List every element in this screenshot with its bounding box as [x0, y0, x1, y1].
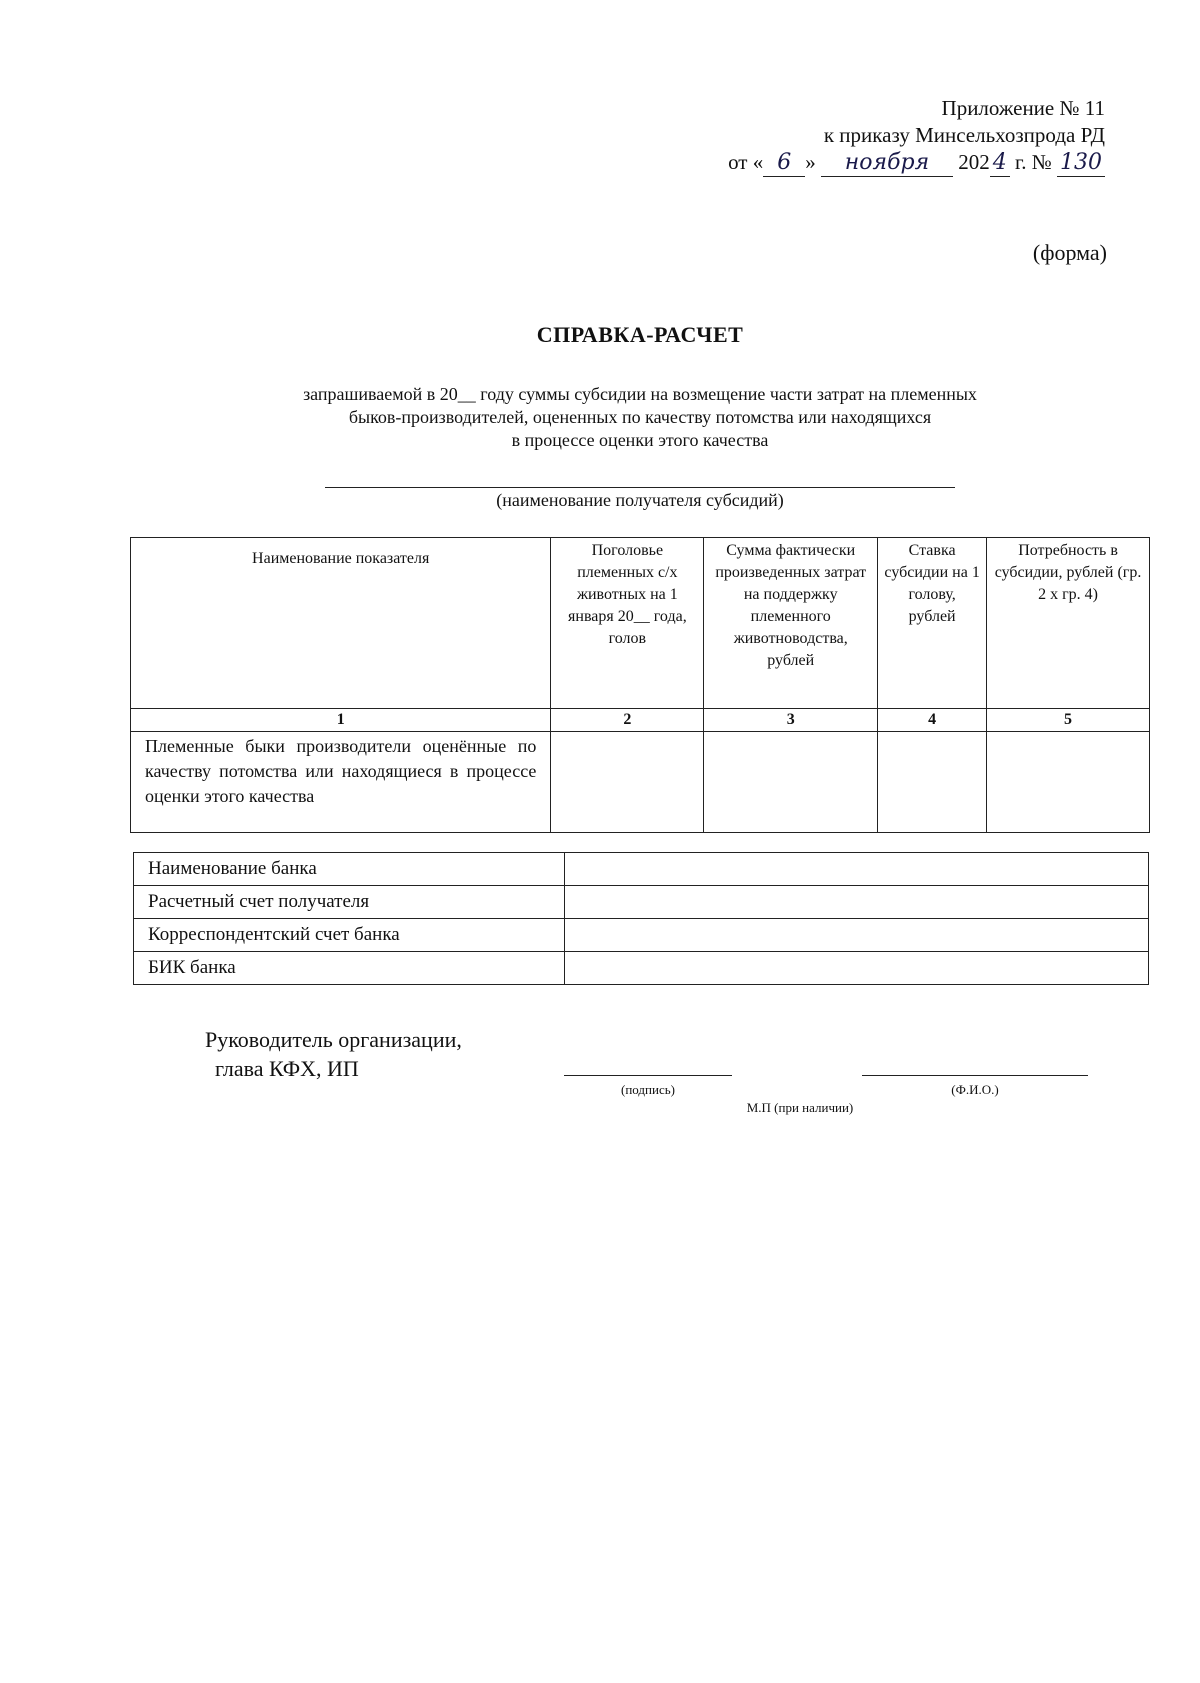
role-line-1: Руководитель организации, [205, 1027, 462, 1052]
appendix-block [625, 95, 1105, 177]
table-header-row [131, 538, 1150, 709]
subtitle-line-1: запрашиваемой в 20__ году суммы субсидии на возмещение части затрат на племенных [303, 384, 977, 404]
table-column-numbers-row [131, 709, 1150, 732]
cell-actual-costs[interactable] [704, 732, 878, 833]
signature-caption: (подпись) [621, 1082, 675, 1097]
column-number: 4 [878, 709, 987, 732]
bik-value[interactable] [565, 952, 1149, 985]
column-number: 5 [987, 709, 1150, 732]
date-year-suffix: г. № [1009, 150, 1052, 174]
cell-subsidy-need[interactable] [987, 732, 1150, 833]
date-from-label: от « [728, 150, 764, 174]
date-year-prefix: 202 [958, 150, 990, 174]
bank-name-label: Наименование банка [134, 853, 565, 886]
bank-name-value[interactable] [565, 853, 1149, 886]
header-subsidy-rate: Ставка субсидии на 1 голову, рублей [878, 538, 987, 709]
subtitle-line-3: в процессе оценки этого качества [511, 430, 769, 450]
order-number: 130 [1057, 149, 1105, 177]
cell-livestock-count[interactable] [551, 732, 704, 833]
date-close-quote: » [805, 150, 816, 174]
full-name-caption: (Ф.И.О.) [951, 1082, 999, 1097]
document-title: СПРАВКА-РАСЧЕТ [536, 322, 744, 347]
table-row [134, 952, 1149, 985]
subtitle-line-2: быков-производителей, оцененных по качеству потомства или находящихся [348, 407, 932, 427]
table-row [134, 853, 1149, 886]
date-month: ноября [821, 149, 953, 177]
cell-subsidy-rate[interactable] [878, 732, 987, 833]
appendix-order: к приказу Минсельхозпрода РД [823, 123, 1105, 147]
correspondent-account-value[interactable] [565, 919, 1149, 952]
date-year-digit: 4 [990, 149, 1010, 177]
recipient-account-label: Расчетный счет получателя [134, 886, 565, 919]
date-day: 6 [763, 149, 805, 177]
column-number: 3 [704, 709, 878, 732]
table-row [131, 732, 1150, 833]
signatory-role [205, 1025, 462, 1083]
correspondent-account-label: Корреспондентский счет банка [134, 919, 565, 952]
header-indicator-name: Наименование показателя [131, 538, 551, 709]
table-row [134, 886, 1149, 919]
column-number: 2 [551, 709, 704, 732]
bank-details-table [133, 852, 1149, 985]
recipient-account-value[interactable] [565, 886, 1149, 919]
recipient-name-field[interactable] [325, 487, 955, 488]
header-actual-costs: Сумма фактически произведенных затрат на поддержку племенного животноводства, рублей [704, 538, 878, 709]
bik-label: БИК банка [134, 952, 565, 985]
stamp-caption: М.П (при наличии) [746, 1100, 854, 1115]
appendix-date-line [625, 149, 1105, 177]
header-subsidy-need: Потребность в субсидии, рублей (гр. 2 х гр. 4) [987, 538, 1150, 709]
recipient-caption: (наименование получателя субсидий) [496, 490, 784, 510]
full-name-field[interactable] [862, 1075, 1088, 1076]
appendix-title: Приложение № 11 [941, 96, 1105, 120]
header-livestock-count: Поголовье племенных с/х животных на 1 января 20__ года, голов [551, 538, 704, 709]
column-number: 1 [131, 709, 551, 732]
form-label: (форма) [1032, 240, 1107, 265]
role-line-2: глава КФХ, ИП [215, 1056, 359, 1081]
document-subtitle [140, 383, 1140, 452]
calculation-table [130, 537, 1150, 833]
row-label-breeding-bulls: Племенные быки производители оценённые по качеству потомства или находящиеся в процессе оценки этого качества [131, 732, 551, 833]
table-row [134, 919, 1149, 952]
signature-field[interactable] [564, 1075, 732, 1076]
